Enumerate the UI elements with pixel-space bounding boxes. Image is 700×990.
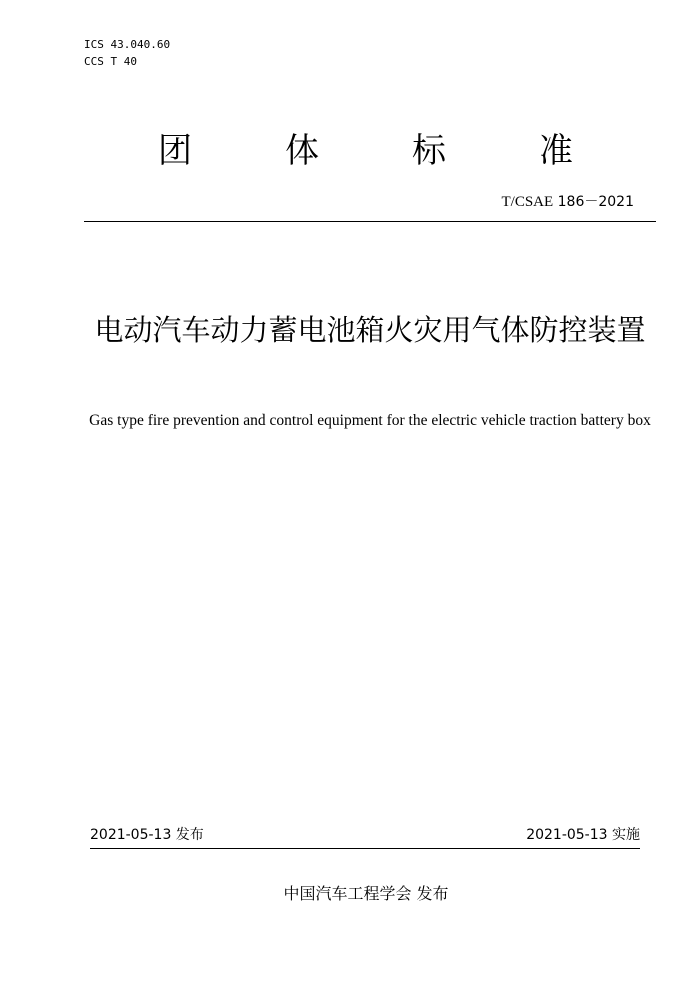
doc-type-char-4: 准 <box>539 131 573 171</box>
standard-number-value: 186－2021 <box>557 194 634 210</box>
publisher: 中国汽车工程学会 发布 <box>283 884 449 903</box>
doc-type-char-1: 团 <box>158 131 192 171</box>
standard-number <box>502 191 635 211</box>
ics-code: ICS 43.040.60 <box>84 38 171 51</box>
doc-type-char-3: 标 <box>412 131 446 171</box>
document-type-heading <box>150 126 590 176</box>
standard-number-prefix: T/CSAE <box>501 194 554 210</box>
bottom-divider <box>90 848 640 849</box>
implementation-date: 2021-05-13 实施 <box>526 827 640 843</box>
title-chinese: 电动汽车动力蓄电池箱火灾用气体防控装置 <box>94 313 646 347</box>
top-divider <box>84 221 656 222</box>
doc-type-char-2: 体 <box>285 131 319 171</box>
title-english: Gas type fire prevention and control equipment for the electric vehicle traction battery box <box>89 412 651 429</box>
ccs-code: CCS T 40 <box>84 55 137 68</box>
issue-date: 2021-05-13 发布 <box>90 827 204 843</box>
classification-codes <box>84 36 170 70</box>
